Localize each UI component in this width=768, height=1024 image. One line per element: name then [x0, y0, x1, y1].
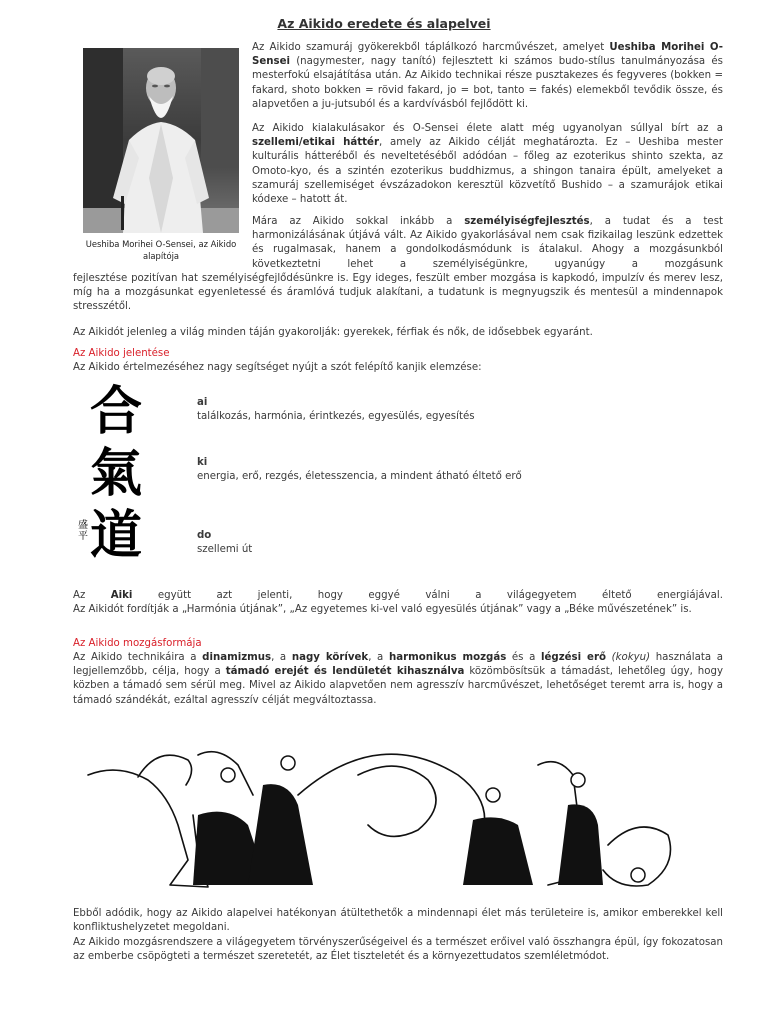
- text: Az Aikido szamuráj gyökerekből táplálkozó harcművészet, amelyet: [252, 42, 610, 53]
- practice-paragraph: Az Aikidót jelenleg a világ minden táján gyakorolják: gyerekek, férfiak és nők, de idősebbek egyaránt.: [73, 327, 593, 338]
- aiki-paragraph-line2: Az Aikidót fordítják a „Harmónia útjának”, „Az egyetemes ki-vel való egyesülés útjának” vagy a „Béke művészetének” is.: [73, 604, 692, 615]
- text: együtt azt jelenti, hogy eggyé válni a világegyetem éltető energiájával.: [132, 590, 723, 601]
- text: , a: [368, 652, 389, 663]
- bold-text: légzési erő: [541, 652, 606, 663]
- text: Az Aikido kialakulásakor és O-Sensei élete alatt még ugyanolyan súllyal bírt az a: [252, 123, 723, 134]
- italic-text: (kokyu): [605, 652, 651, 663]
- text: , a tudat és a test harmonizálásának útjává vált. Az Aikido gyakorlásával nem csak fizikailag leszünk edzettek és rugalmasak, hanem a gondolkodásmódunk is átalakul. Ahogy a mozgásunkból következtetni lehet a személyiségünkre, ugyanúgy a mozgásunk: [252, 216, 723, 270]
- text: , amely az Aikido célját meghatározta. Ez – Ueshiba mester kulturális hátteréből és neveltetéséből adódóan – főleg az ezoterikus shinto szekta, az Omoto-kyo, és a szintén ezoterikus buddhizmus, a shingon tanaira épült, amelyeket a szamuráj szellemiséget évszázadokon keresztül közvetítő Bushido – a szamurájok etikai kódexe – hatott át.: [252, 137, 723, 206]
- portrait-photo: [83, 48, 239, 233]
- meaning-intro: Az Aikido értelmezéséhez nagy segítséget nyújt a szót felépítő kanjik elemzése:: [73, 362, 482, 373]
- kanji-ai: 合: [90, 381, 143, 442]
- personality-paragraph-bottom: fejlesztése pozitívan hat személyiségfejlődésünkre is. Egy ideges, feszült ember mozgása is kapkodó, impulzív és merev lesz, míg ha a mozgásunkat egyenletessé és áramlóvá tudjuk alakítani, a tudatunk is megnyugszik és mentesül a mindennapok stresszétől.: [73, 273, 723, 313]
- kanji-do: 道: [90, 505, 143, 566]
- page-title: Az Aikido eredete és alapelvei: [277, 16, 491, 31]
- text: Mára az Aikido sokkal inkább a: [252, 216, 465, 227]
- section-heading-meaning: Az Aikido jelentése: [73, 348, 170, 359]
- text: közömbösítsük a támadást, lehetőleg úgy, hogy közben a támadó sem sérül meg. Mivel az Aikido alapvetően nem agresszív harcművészet, lehetőséget teremt arra is, hogy a támadó szándékát, ezáltal agresszív célját megváltoztassa.: [73, 666, 723, 706]
- term-do: do: [197, 530, 212, 541]
- technique-illustration: [78, 735, 690, 895]
- bold-text: támadó erejét és lendületét kihasználva: [225, 666, 465, 678]
- text: , a: [271, 652, 292, 663]
- term-do-definition: szellemi út: [197, 544, 253, 555]
- portrait-caption: Ueshiba Morihei O-Sensei, az Aikido alapítója: [85, 239, 237, 261]
- aiki-paragraph-line1: [73, 589, 723, 603]
- kanji-calligraphy: [78, 381, 172, 582]
- intro-paragraph: [252, 41, 723, 112]
- bold-text: dinamizmus: [202, 652, 272, 663]
- text: Az: [73, 590, 111, 601]
- kanji-signature: 盛平: [78, 520, 88, 542]
- section-heading-movement: Az Aikido mozgásformája: [73, 638, 202, 649]
- background-paragraph: [252, 122, 723, 207]
- bold-text: harmonikus mozgás: [388, 652, 507, 663]
- term-ai: ai: [197, 397, 208, 408]
- portrait-figure: [80, 45, 242, 265]
- text: használata a legjellemzőbb, célja, hogy a: [73, 652, 723, 678]
- bold-text: szellemi/etikai háttér: [252, 137, 379, 149]
- text: Az Aikido technikáira a: [73, 652, 203, 663]
- kanji-ki: 氣: [90, 443, 143, 504]
- bold-text: Aiki: [110, 590, 133, 601]
- bold-text: nagy körívek: [291, 652, 369, 663]
- personality-paragraph-top: [252, 215, 723, 272]
- bold-text: Ueshiba Morihei O-Sensei: [252, 42, 723, 68]
- term-ki: ki: [197, 457, 208, 468]
- term-ai-definition: találkozás, harmónia, érintkezés, egyesülés, egyesítés: [197, 411, 475, 422]
- text: (nagymester, nagy tanító) fejlesztett ki számos budo-stílus tanulmányozása és mesterfokú elsajátítása után. Az Aikido technikai része pusztakezes és fegyveres (bokken = fakard, shoto bokken = rövid fakard, jo = bot, tanto = fakés) elemekből tevődik össze, és alapvetően a ju-jutsuból és a kardvívásból fejlődött ki.: [252, 56, 723, 110]
- movement-paragraph: [73, 651, 723, 708]
- everyday-life-paragraph: Ebből adódik, hogy az Aikido alapelvei hatékonyan átültethetők a mindennapi élet más területeire is, amikor emberekkel kell konfliktushelyzetet megoldani.: [73, 908, 723, 934]
- text: és a: [506, 652, 542, 663]
- nature-paragraph: Az Aikido mozgásrendszere a világegyetem törvényszerűségeivel és a természet erőivel való összhangra épül, így fokozatosan az emberbe csöpögteti a természet szeretetét, az Élet tiszteletét és a környezettudatos szemléletmódot.: [73, 937, 723, 963]
- bold-text: személyiségfejlesztés: [464, 216, 590, 227]
- term-ki-definition: energia, erő, rezgés, életesszencia, a mindent átható éltető erő: [197, 471, 522, 482]
